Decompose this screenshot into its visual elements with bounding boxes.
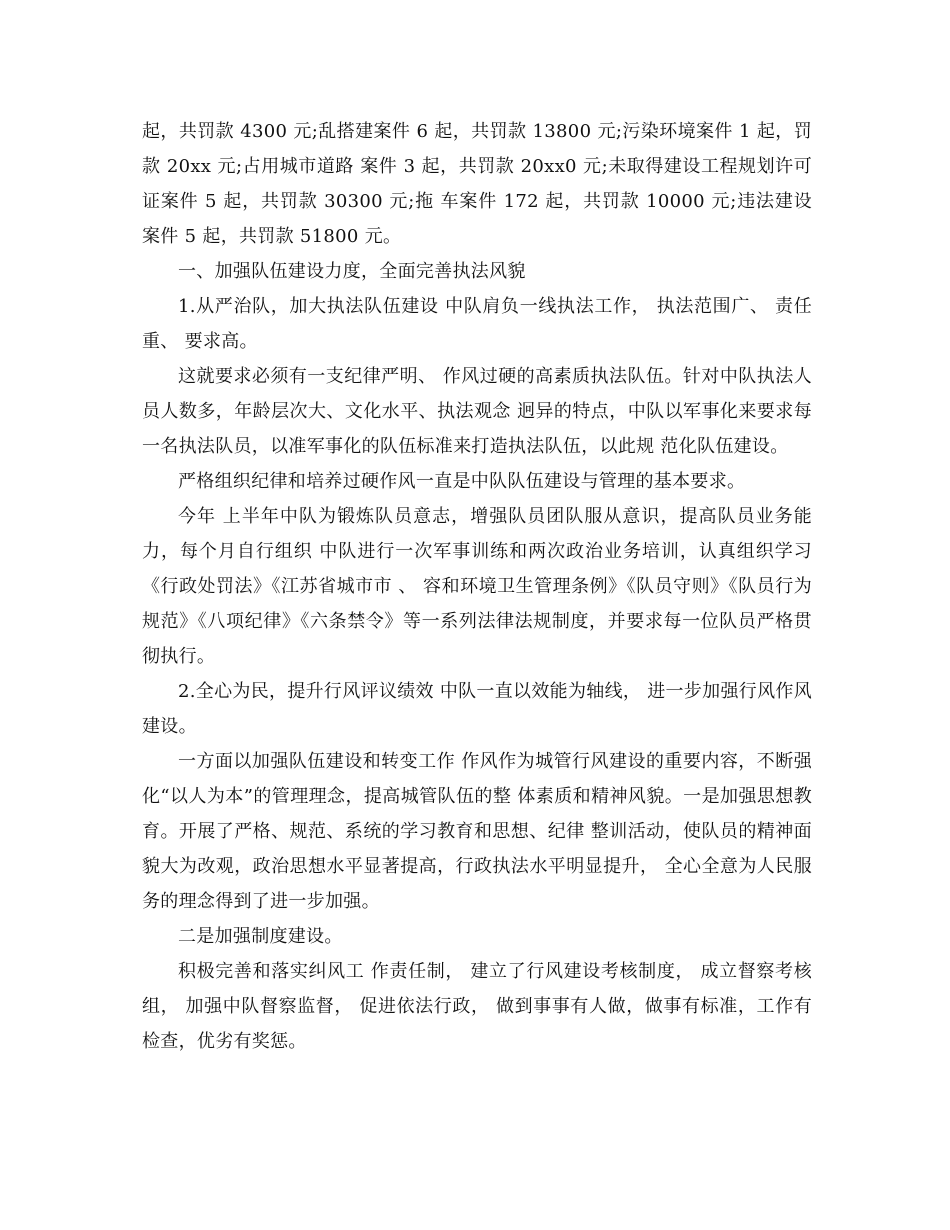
document-body — [142, 114, 812, 1059]
paragraph-responsibility-system: 积极完善和落实纠风工 作责任制， 建立了行风建设考核制度， 成立督察考核组， 加强中队督察监督， 促进依法行政， 做到事事有人做，做事有标准，工作有检查，优劣有奖惩。 — [142, 961, 812, 1052]
paragraph-strict-team-management: 1.从严治队，加大执法队伍建设 中队肩负一线执法工作， 执法范围广、 责任重、 要求高。 — [142, 296, 812, 352]
paragraph-disciplined-team: 这就要求必须有一支纪律严明、 作风过硬的高素质执法队伍。针对中队执法人员人数多，年龄层次大、文化水平、执法观念 迥异的特点，中队以军事化来要求每一名执法队员，以准军事化的队伍标准来打造执法队伍，以此规 范化队伍建设。 — [142, 366, 812, 457]
paragraph-serve-people: 2.全心为民，提升行风评议绩效 中队一直以效能为轴线， 进一步加强行风作风建设。 — [142, 681, 812, 737]
paragraph-fines-summary: 起，共罚款 4300 元;乱搭建案件 6 起，共罚款 13800 元;污染环境案件 1 起，罚款 20xx 元;占用城市道路 案件 3 起，共罚款 20xx0 元;未取得建设工程规划许可证案件 5 起，共罚款 30300 元;拖 车案件 172 起，共罚款 10000 元;违法建设案件 5 起，共罚款 51800 元。 — [142, 121, 812, 247]
paragraph-system-building: 二是加强制度建设。 — [178, 926, 343, 947]
paragraph-organizational-discipline: 严格组织纪律和培养过硬作风一直是中队队伍建设与管理的基本要求。 — [178, 471, 746, 492]
paragraph-training: 今年 上半年中队为锻炼队员意志，增强队员团队服从意识，提高队员业务能力，每个月自行组织 中队进行一次军事训练和两次政治业务培训，认真组织学习《行政处罚法》《江苏省城市市 、 容和环境卫生管理条例》《队员守则》《队员行为规范》《八项纪律》《六条禁令》等一系列法律法规制度，并要求每一位队员严格贯彻执行。 — [142, 506, 812, 667]
paragraph-work-style: 一方面以加强队伍建设和转变工作 作风作为城管行风建设的重要内容，不断强化“以人为本”的管理理念，提高城管队伍的整 体素质和精神风貌。一是加强思想教育。开展了严格、规范、系统的学习教育和思想、纪律 整训活动，使队员的精神面貌大为改观，政治思想水平显著提高，行政执法水平明显提升， 全心全意为人民服务的理念得到了进一步加强。 — [142, 751, 812, 912]
section-heading-team-building: 一、加强队伍建设力度，全面完善执法风貌 — [178, 261, 526, 282]
